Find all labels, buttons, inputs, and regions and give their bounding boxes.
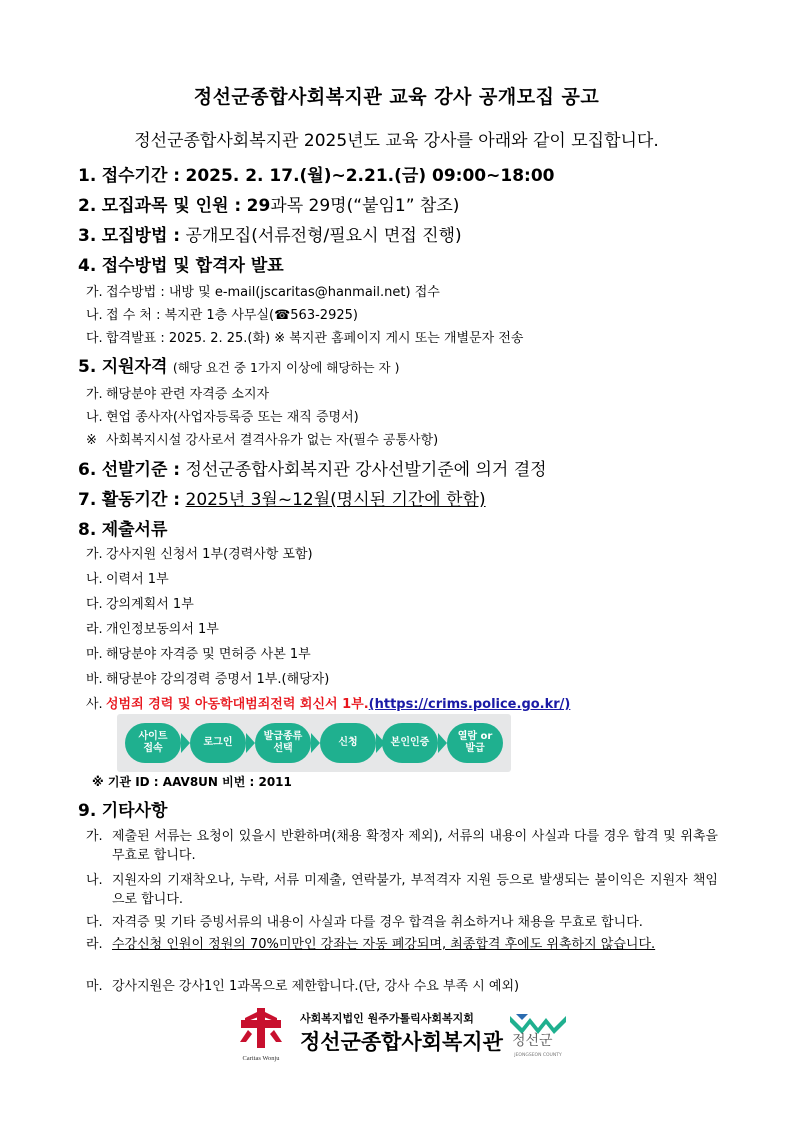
item-text: 지원자의 기재착오나, 누락, 서류 미제출, 연락불가, 부적격자 지원 등으로 발생되는 불이익은 지원자 책임으로 합니다. [112,873,718,907]
section-8 [78,515,167,540]
item-marker: 마. [86,979,103,994]
list-item [86,643,311,662]
section-value: 과목 29명(“붙임1” 참조) [270,196,460,216]
item-marker: 나. [86,308,103,323]
item-text: 해당분야 강의경력 증명서 1부.(해당자) [106,672,330,687]
item-text: 개인정보동의서 1부 [106,622,219,637]
section-value-bold: 29 [246,196,271,216]
section-number: 7. [78,490,97,510]
item-marker: 나. [86,873,103,888]
list-item [86,913,718,932]
list-item [86,543,313,562]
list-item [86,935,718,954]
item-marker: 나. [86,572,103,587]
section-value: 2025. 2. 17.(월)~2.21.(금) 09:00~18:00 [185,166,555,186]
section-2 [78,191,459,216]
section-label: 선발기준 : [101,460,181,480]
section-label: 기타사항 [101,801,168,821]
page-title: 정선군종합사회복지관 교육 강사 공개모집 공고 [193,86,600,108]
section-note: (해당 요건 중 1가지 이상에 해당하는 자 ) [172,360,400,375]
item-text: 수강신청 인원이 정원의 70%미만인 강좌는 자동 폐강되며, 최종합격 후에도 위촉하지 않습니다. [112,937,656,952]
county-sub-text: JEONGSEON COUNTY [514,1053,562,1058]
item-text: 현업 종사자(사업자등록증 또는 재직 증명서) [106,410,359,425]
item-text: 해당분야 관련 자격증 소지자 [106,387,270,402]
section-5 [78,352,399,377]
item-marker: ※ [86,433,97,448]
item-marker: 나. [86,410,103,425]
item-marker: 라. [86,937,103,952]
intro-text: 정선군종합사회복지관 2025년도 교육 강사를 아래와 같이 모집합니다. [134,131,659,151]
list-item [86,327,523,346]
section-6 [78,455,547,480]
arrow-right-icon [311,733,320,753]
section-1 [78,161,554,186]
item-text: 제출된 서류는 요청이 있을시 반환하며(채용 확정자 제외), 서류의 내용이 사실과 다를 경우 합격 및 위촉을 무효로 합니다. [112,829,718,863]
flow-step-verify: 본인인증 [382,723,438,763]
section-value: 공개모집(서류전형/필요시 면접 진행) [185,226,462,246]
item-text: 이력서 1부 [106,572,169,587]
item-marker: 가. [86,547,103,562]
org-name: 정선군종합사회복지관 [300,1030,503,1054]
section-number: 8. [78,520,97,540]
section-label: 활동기간 : [101,490,181,510]
item-marker: 다. [86,597,103,612]
section-value: 정선군종합사회복지관 강사선발기준에 의거 결정 [185,460,547,480]
arrow-right-icon [438,733,447,753]
item-text: 접 수 처 : 복지관 1층 사무실(☎563-2925) [106,308,358,323]
section-number: 3. [78,226,97,246]
arrow-right-icon [246,733,255,753]
arrow-right-icon [181,733,190,753]
section-4 [78,251,284,276]
item-marker: 가. [86,387,103,402]
item-text: 강사지원은 강사1인 1과목으로 제한합니다.(단, 강사 수요 부족 시 예외) [112,979,520,994]
item-text: 해당분야 자격증 및 면허증 사본 1부 [106,647,311,662]
item-marker: 다. [86,331,103,346]
list-item [86,568,169,587]
section-3 [78,221,462,246]
flow-step-view-issue: 열람 or 발급 [447,723,503,763]
item-marker: 가. [86,285,103,300]
criminal-record-text: 성범죄 경력 및 아동학대범죄전력 회신서 1부. [106,697,369,712]
section-label: 지원자격 [101,357,168,377]
list-item [86,618,219,637]
section-label: 모집방법 : [101,226,181,246]
flow-step-login: 로그인 [190,723,246,763]
section-number: 1. [78,166,97,186]
section-label: 접수기간 : [101,166,181,186]
section-value: 2025년 3월~12월(명시된 기간에 한함) [185,490,486,510]
list-item [86,406,359,425]
item-marker: 라. [86,622,103,637]
list-item [86,668,329,687]
item-text: 강의계획서 1부 [106,597,194,612]
list-item [86,429,438,448]
application-flow [117,714,511,772]
item-text: 사회복지시설 강사로서 결격사유가 없는 자(필수 공통사항) [106,433,439,448]
item-marker: 다. [86,915,103,930]
crims-link[interactable]: (https://crims.police.go.kr/) [368,697,571,712]
section-label: 제출서류 [101,520,168,540]
section-number: 9. [78,801,97,821]
list-item [86,871,718,909]
item-marker: 바. [86,672,103,687]
section-number: 2. [78,196,97,216]
section-9 [78,796,167,821]
item-text: 자격증 및 기타 증빙서류의 내용이 사실과 다를 경우 합격을 취소하거나 채용을 무효로 합니다. [112,915,643,930]
list-item [86,593,194,612]
item-marker: 사. [86,697,103,712]
org-parent-name: 사회복지법인 원주가톨릭사회복지회 [300,1012,474,1025]
list-item [86,281,440,300]
caritas-logo-icon [236,1006,286,1064]
item-text: 합격발표 : 2025. 2. 25.(화) ※ 복지관 홈페이지 게시 또는 개별문자 전송 [106,331,524,346]
section-7 [78,485,486,510]
section-number: 5. [78,357,97,377]
item-marker: 가. [86,829,103,844]
section-label: 모집과목 및 인원 : [101,196,242,216]
list-item [86,383,269,402]
section-number: 6. [78,460,97,480]
item-marker: 마. [86,647,103,662]
item-text: 강사지원 신청서 1부(경력사항 포함) [106,547,313,562]
list-item [86,977,718,996]
county-name: 정선군 [512,1033,553,1049]
section-label: 접수방법 및 합격자 발표 [101,256,284,276]
section-number: 4. [78,256,97,276]
item-text: 접수방법 : 내방 및 e-mail(jscaritas@hanmail.net) 접수 [106,285,440,300]
list-item [86,693,570,712]
caritas-logo-text: Caritas Wonju [242,1055,280,1062]
flow-step-apply: 신청 [320,723,376,763]
flow-step-site-access: 사이트 접속 [125,723,181,763]
institution-id-note: ※ 기관 ID : AAV8UN 비번 : 2011 [92,775,292,789]
list-item [86,304,358,323]
list-item [86,827,718,865]
flow-step-select-type: 발급종류 선택 [255,723,311,763]
